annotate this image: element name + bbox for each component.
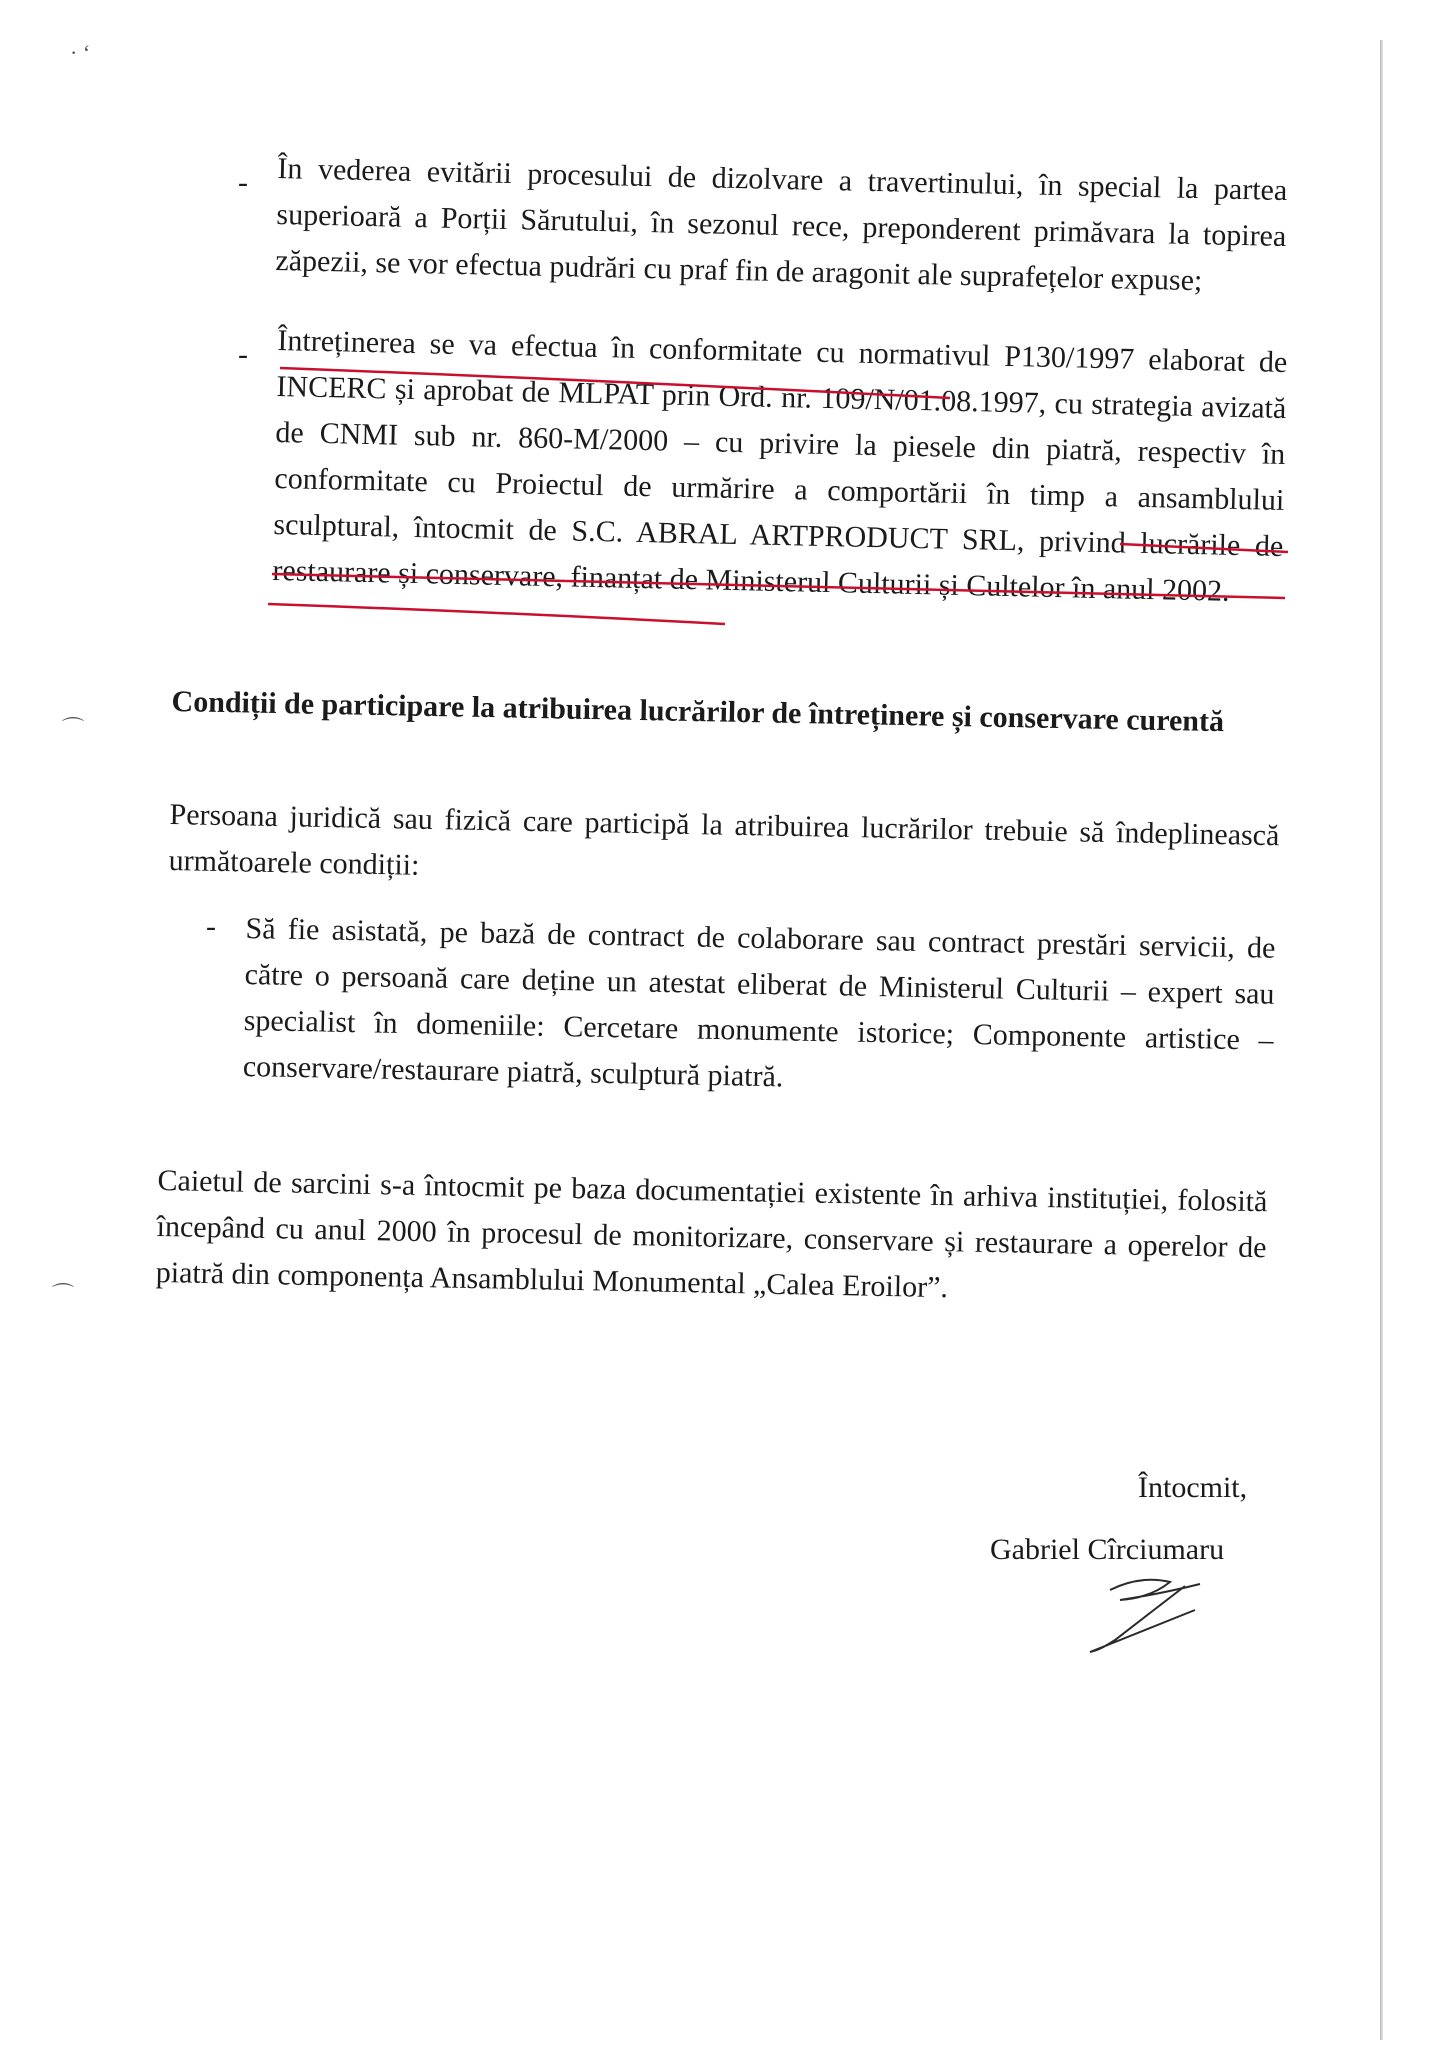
bullet-marker: -	[238, 166, 248, 199]
sign-off-label: Întocmit,	[1138, 1471, 1248, 1504]
handwritten-signature	[1080, 1570, 1240, 1660]
punch-hole-mark: ⌒	[52, 1282, 75, 1307]
bullet-marker: -	[206, 910, 216, 943]
punch-hole-mark: ⌒	[62, 716, 85, 741]
bullet-marker: -	[238, 338, 248, 371]
page-edge-shadow	[1380, 40, 1383, 2040]
intro-paragraph: Persoana juridică sau fizică care participă la atribuirea lucrărilor trebuie să îndeplinească următoarele condiții:	[168, 797, 1280, 882]
underline-mark	[268, 604, 725, 624]
signer-name: Gabriel Cîrciumaru	[990, 1533, 1225, 1566]
condition-paragraph: Să fie asistată, pe bază de contract de colaborare sau contract prestări servicii, de către o persoană care deține un atestat eliberat de Ministerul Culturii – expert sau specialist în domeniile: Cercetare monumente istorice; Componente artistice – conservare/restaurare piatră, sculptură piatră.	[242, 911, 1276, 1094]
bullet-paragraph-2: Întreținerea se va efectua în conformitate cu normativul P130/1997 elaborat de INCERC și aprobat de MLPAT prin Ord. nr. 109/N/01.08.1997, cu strategia avizată de CNMI sub nr. 860-M/2000 – cu privire la piesele din piatră, respectiv în conformitate cu Proiectul de urmărire a comportării în timp a ansamblului sculptural, întocmit de S.C. ABRAL ARTPRODUCT SRL, privind lucrările de restaurare și conservare, finanțat de Ministerul Culturii și Cultelor în anul 2002.	[272, 323, 1288, 608]
bullet-paragraph-1: În vederea evitării procesului de dizolvare a travertinului, în special la partea superioară a Porții Sărutului, în sezonul rece, preponderent primăvara la topirea zăpezii, se vor efectua pudrări cu praf fin de aragonit ale suprafețelor expuse;	[275, 151, 1288, 298]
closing-paragraph: Caietul de sarcini s-a întocmit pe baza documentației existente în arhiva instituției, folosită începând cu anul 2000 în procesul de monitorizare, conservare și restaurare a operelor de piatră din componența Ansamblului Monumental „Calea Eroilor”.	[155, 1163, 1268, 1305]
section-heading: Condiții de participare la atribuirea lucrărilor de întreținere și conservare curentă	[171, 684, 1225, 739]
scan-speck: · ‘	[70, 40, 91, 65]
